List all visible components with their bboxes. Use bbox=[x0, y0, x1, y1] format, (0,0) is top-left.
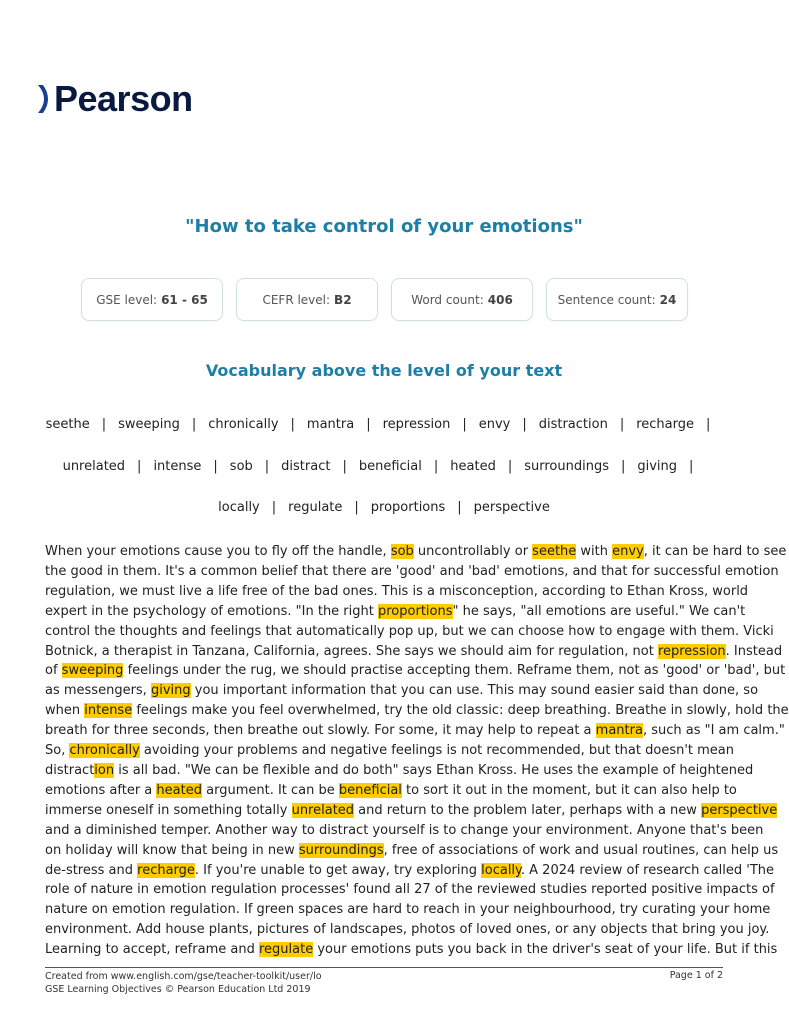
footer-divider bbox=[45, 967, 723, 968]
vocab-separator: | bbox=[689, 459, 694, 474]
logo-text: Pearson bbox=[54, 78, 193, 119]
text-run: " he says, "all emotions are useful." We can't bbox=[452, 603, 746, 619]
vocab-separator: | bbox=[462, 417, 467, 432]
text-run: with bbox=[576, 544, 613, 559]
article-line bbox=[45, 781, 737, 801]
text-run: When your emotions cause you to fly off the handle, bbox=[45, 544, 391, 559]
vocab-separator: | bbox=[137, 459, 142, 474]
vocab-separator: | bbox=[507, 459, 513, 474]
vocab-separator: | bbox=[366, 417, 371, 432]
article-line bbox=[45, 642, 783, 662]
vocab-separator: | bbox=[271, 500, 277, 515]
text-run: when bbox=[45, 703, 85, 719]
highlighted-vocab: ion bbox=[94, 762, 115, 778]
vocab-separator: | bbox=[620, 459, 626, 474]
vocab-word: regulate bbox=[288, 500, 343, 515]
text-run: immerse oneself in something totally bbox=[45, 802, 292, 818]
article-line bbox=[45, 801, 778, 821]
text-run: to sort it out in the moment, but it can also help to bbox=[401, 782, 737, 798]
text-run: control the thoughts and feelings that automatically pop up, but we can choose how to engage with them. Vicki bbox=[45, 623, 774, 639]
vocab-row-1 bbox=[20, 417, 748, 432]
text-run: feelings under the rug, we should practise accepting them. Reframe them, not as 'good' or 'bad', but bbox=[123, 663, 786, 679]
highlighted-vocab: surroundings bbox=[298, 842, 384, 858]
vocab-word: perspective bbox=[473, 500, 550, 515]
highlighted-vocab: seethe bbox=[532, 544, 577, 559]
vocab-word: mantra bbox=[306, 417, 355, 432]
text-run: environment. Add house plants, pictures of landscapes, photos of loved ones, or any objects that bring you joy. bbox=[45, 922, 770, 938]
vocab-word: distraction bbox=[538, 417, 608, 432]
text-run: of bbox=[45, 663, 62, 679]
article-line bbox=[45, 900, 771, 920]
vocab-word: distract bbox=[281, 459, 331, 474]
stat-value: 61 - 65 bbox=[161, 292, 208, 307]
text-run: Learning to accept, reframe and bbox=[45, 942, 259, 958]
stat-label: CEFR level: bbox=[262, 292, 331, 307]
vocab-separator: | bbox=[342, 459, 347, 474]
article-line bbox=[45, 622, 774, 642]
text-run: your emotions puts you back in the driver's seat of your life. But if this bbox=[313, 942, 778, 958]
article-line bbox=[45, 861, 775, 881]
vocab-word: sob bbox=[229, 459, 253, 474]
text-run: role of nature in emotion regulation processes' found all 27 of the reviewed studies reported positive impacts of bbox=[45, 882, 775, 898]
article-body bbox=[45, 542, 789, 960]
vocab-row-2 bbox=[20, 459, 748, 474]
text-run: breath for three seconds, then breathe out slowly. For some, it may help to repeat a bbox=[45, 723, 596, 739]
highlighted-vocab: perspective bbox=[701, 802, 778, 818]
vocab-word: sweeping bbox=[118, 417, 180, 432]
stat-label: Sentence count: bbox=[557, 292, 656, 307]
article-line bbox=[45, 920, 770, 940]
article-line bbox=[45, 542, 787, 562]
stat-cefr-level bbox=[236, 278, 378, 321]
vocab-word: proportions bbox=[370, 500, 446, 515]
highlighted-vocab: chronically bbox=[69, 743, 140, 759]
article-line bbox=[45, 562, 779, 582]
vocab-word: surroundings bbox=[524, 459, 609, 474]
vocab-separator: | bbox=[191, 417, 197, 432]
vocab-separator: | bbox=[619, 417, 625, 432]
stat-value: 406 bbox=[487, 292, 513, 307]
text-run: and a diminished temper. Another way to distract yourself is to change your environment. Anyone that's been bbox=[45, 822, 764, 838]
text-run: . A 2024 review of research called 'The bbox=[520, 862, 775, 878]
vocab-word: unrelated bbox=[62, 459, 126, 474]
vocab-separator: | bbox=[522, 417, 527, 432]
text-run: emotions after a bbox=[45, 782, 157, 798]
highlighted-vocab: proportions bbox=[378, 603, 453, 619]
text-run: you important information that you can use. This may sound easier said than done, so bbox=[190, 683, 759, 699]
vocab-separator: | bbox=[433, 459, 439, 474]
stat-value: B2 bbox=[334, 292, 352, 307]
highlighted-vocab: giving bbox=[150, 683, 191, 699]
text-run: . Instead bbox=[725, 643, 783, 659]
vocab-word: heated bbox=[450, 459, 496, 474]
article-line bbox=[45, 821, 764, 841]
article-line bbox=[45, 681, 759, 701]
highlighted-vocab: heated bbox=[156, 782, 202, 798]
highlighted-vocab: recharge bbox=[137, 862, 195, 878]
highlighted-vocab: repression bbox=[657, 643, 726, 659]
text-run: feelings make you feel overwhelmed, try the old classic: deep breathing. Breathe in slowly, hold the bbox=[132, 703, 789, 719]
text-run: the good in them. It's a common belief that there are 'good' and 'bad' emotions, and that for successful emotion bbox=[45, 563, 779, 579]
footer-credits bbox=[45, 970, 322, 996]
stat-label: Word count: bbox=[411, 292, 484, 307]
vocab-heading: Vocabulary above the level of your text bbox=[205, 361, 563, 380]
vocab-word: chronically bbox=[208, 417, 279, 432]
text-run: So, bbox=[45, 743, 70, 759]
pearson-logo bbox=[36, 78, 193, 120]
vocab-separator: | bbox=[457, 500, 462, 515]
stats-row bbox=[0, 278, 768, 321]
article-line bbox=[45, 582, 749, 602]
text-run: Botnick, a therapist in Tanzana, California, agrees. She says we should aim for regulation, not bbox=[45, 643, 658, 659]
vocab-separator: | bbox=[706, 417, 711, 432]
text-run: expert in the psychology of emotions. "In the right bbox=[45, 603, 378, 619]
vocab-separator: | bbox=[290, 417, 295, 432]
vocab-word: locally bbox=[218, 500, 260, 515]
vocab-word: giving bbox=[637, 459, 678, 474]
text-run: nature on emotion regulation. If green spaces are hard to reach in your neighbourhood, try curating your home bbox=[45, 902, 771, 918]
article-line bbox=[45, 761, 754, 781]
vocab-separator: | bbox=[264, 459, 270, 474]
stat-gse-level bbox=[81, 278, 223, 321]
article-line bbox=[45, 721, 785, 741]
page-number: Page 1 of 2 bbox=[669, 970, 723, 981]
vocab-word: recharge bbox=[636, 417, 694, 432]
stat-value: 24 bbox=[659, 292, 677, 307]
article-line bbox=[45, 940, 778, 960]
text-run: avoiding your problems and negative feelings is not recommended, but that doesn't mean bbox=[139, 743, 735, 759]
highlighted-vocab: locally bbox=[481, 862, 521, 878]
vocab-separator: | bbox=[101, 417, 107, 432]
text-run: is all bad. "We can be flexible and do both" says Ethan Kross. He uses the example of heightened bbox=[114, 762, 754, 778]
stat-sentence-count bbox=[546, 278, 688, 321]
page-title: "How to take control of your emotions" bbox=[185, 216, 583, 237]
footer-source: Created from www.english.com/gse/teacher-toolkit/user/lo bbox=[45, 971, 322, 982]
vocab-word: seethe bbox=[45, 417, 90, 432]
vocab-word: repression bbox=[382, 417, 451, 432]
article-line bbox=[45, 701, 789, 721]
pearson-logo-icon bbox=[36, 83, 52, 115]
text-run: distract bbox=[45, 762, 95, 778]
text-run: and return to the problem later, perhaps with a new bbox=[354, 802, 702, 818]
text-run: argument. It can be bbox=[201, 782, 339, 798]
text-run: , such as "I am calm." bbox=[642, 723, 785, 739]
text-run: , free of associations of work and usual routines, can help us bbox=[383, 842, 779, 858]
highlighted-vocab: intense bbox=[84, 703, 133, 719]
highlighted-vocab: regulate bbox=[258, 942, 314, 958]
vocab-separator: | bbox=[213, 459, 218, 474]
stat-label: GSE level: bbox=[96, 292, 158, 307]
text-run: . If you're unable to get away, try exploring bbox=[194, 862, 482, 878]
text-run: de-stress and bbox=[45, 862, 138, 878]
article-line bbox=[45, 602, 746, 622]
vocab-word: envy bbox=[478, 417, 511, 432]
highlighted-vocab: sob bbox=[390, 544, 414, 559]
vocab-separator: | bbox=[354, 500, 359, 515]
text-run: as messengers, bbox=[45, 683, 151, 699]
highlighted-vocab: beneficial bbox=[338, 782, 402, 798]
text-run: , it can be hard to see bbox=[643, 544, 787, 559]
highlighted-vocab: sweeping bbox=[61, 663, 124, 679]
stat-word-count bbox=[391, 278, 533, 321]
text-run: regulation, we must live a life free of the bad ones. This is a misconception, according to Ethan Kross, world bbox=[45, 583, 749, 599]
footer-copyright: GSE Learning Objectives © Pearson Education Ltd 2019 bbox=[45, 984, 311, 995]
text-run: on holiday will know that being in new bbox=[45, 842, 299, 858]
highlighted-vocab: envy bbox=[612, 544, 644, 559]
vocab-word: beneficial bbox=[358, 459, 422, 474]
article-line bbox=[45, 661, 786, 681]
highlighted-vocab: unrelated bbox=[291, 802, 355, 818]
vocab-word: intense bbox=[153, 459, 202, 474]
vocab-row-3 bbox=[20, 500, 748, 515]
article-line bbox=[45, 741, 735, 761]
article-line bbox=[45, 841, 779, 861]
article-line bbox=[45, 880, 775, 900]
text-run: uncontrollably or bbox=[413, 544, 533, 559]
highlighted-vocab: mantra bbox=[595, 723, 643, 739]
